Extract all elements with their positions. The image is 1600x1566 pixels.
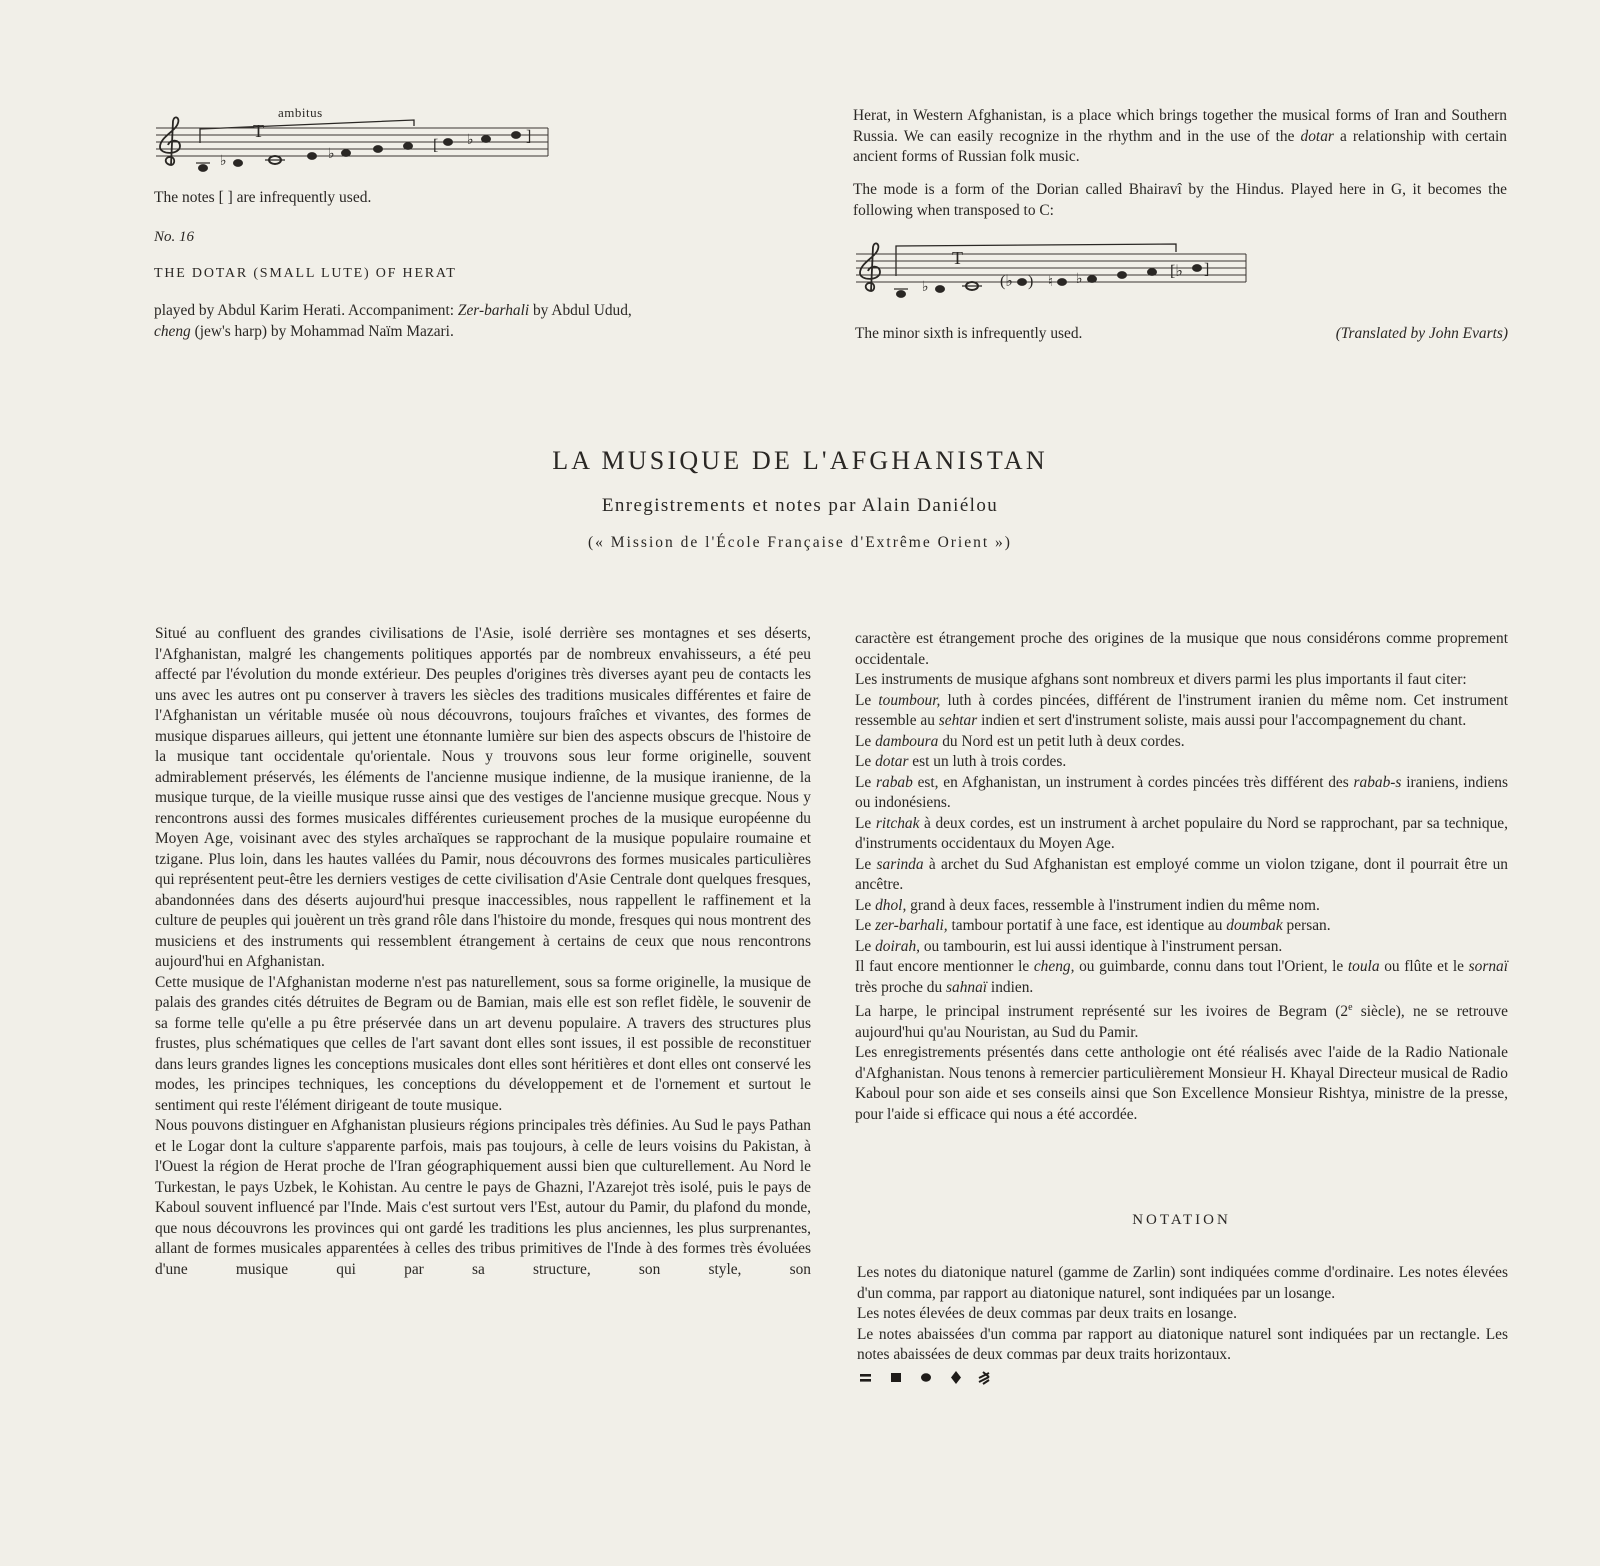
instrument-entry: Le sarinda à archet du Sud Afghanistan est employé comme un violon tzigane, dont il pourrait être un ancêtre. <box>855 855 1508 893</box>
svg-text:♭: ♭ <box>922 279 929 295</box>
herat-paragraph: Herat, in Western Afghanistan, is a place which brings together the musical forms of Iran and Southern Russia. We can easily recognize in the rhythm and in the use of the dotar a relationship with certain ancient forms of Russian folk music. <box>853 107 1507 165</box>
svg-text:♭: ♭ <box>220 153 227 169</box>
instrument-entry: Le dotar est un luth à trois cordes. <box>855 753 1067 770</box>
track-number: No. 16 <box>154 229 195 245</box>
minor-sixth-caption: The minor sixth is infrequently used. <box>855 325 1083 342</box>
instrument-entry: Le ritchak à deux cordes, est un instrument à archet populaire du Nord se rapprochant, par sa technique, d'instruments occidentaux du Moyen Age. <box>855 814 1508 852</box>
instrument-name: cheng <box>154 322 191 340</box>
paragraph: Les instruments de musique afghans sont nombreux et divers parmi les plus importants il faut citer: <box>855 671 1467 688</box>
page-subtitle: Enregistrements et notes par Alain Daniélou <box>601 495 999 516</box>
instrument-entry: Le zer-barhali, tambour portatif à une face, est identique au doumbak persan. <box>855 917 1331 934</box>
mode-staff <box>850 236 1250 312</box>
paragraph: La harpe, le principal instrument représenté sur les ivoires de Begram (2e siècle), ne se retrouve aujourd'hui qu'au Nouristan, au Sud du Pamir. <box>855 1002 1508 1041</box>
diamond-note-symbol <box>951 1371 961 1384</box>
notes-caption: The notes [ ] are infrequently used. <box>154 189 372 206</box>
instrument-entry: Le rabab est, en Afghanistan, un instrument à cordes pincées très différent des rabab-s iraniens, indiens ou indonésiens. <box>855 773 1508 811</box>
instrument-entry: Il faut encore mentionner le cheng, ou guimbarde, connu dans tout l'Orient, le toula ou flûte et le sornaï très proche du sahnaï indien. <box>855 958 1508 996</box>
track-title: THE DOTAR (SMALL LUTE) OF HERAT <box>154 266 457 281</box>
svg-text:]: ] <box>526 128 532 145</box>
left-column <box>155 624 811 1280</box>
ambitus-staff-1 <box>150 103 570 185</box>
svg-text:[: [ <box>433 137 439 154</box>
instrument-entry: Le doirah, ou tambourin, est lui aussi identique à l'instrument persan. <box>855 937 1283 955</box>
paragraph: Situé au confluent des grandes civilisations de l'Asie, isolé derrière ses montagnes et ses déserts, l'Afghanistan, malgré les changements politiques apportés par de nombreux envahisseurs, a été peu affecté par l'évolution du monde extérieur. Des peuples d'origines très diverses ayant peu de contacts les uns avec les autres ont pu conserver à travers les siècles des traditions musicales différentes et faire de l'Afghanistan un véritable musée où nous découvrons, toujours fraîches et vivantes, des formes de musique disparues ailleurs, qui jettent une étonnante lumière sur bien des aspects obscurs de l'histoire de la musique tant occidentale qu'orientale. Nous y trouvons sous leur forme originelle, souvent admirablement préservés, les éléments de l'ancienne musique indienne, de la musique iranienne, de la musique turque, de la vieille musique russe ainsi que des vestiges de l'ancienne musique grecque. Nous y rencontrons aussi des formes musicales différentes curieusement proches de la musique européenne du Moyen Age, voisinant avec des styles archaïques se rapprochant de la musique populaire roumaine et tzigane. Plus loin, dans les hautes vallées du Pamir, nous découvrons des formes musicales particulières qui représentent peut-être les derniers vestiges de cette civilisation d'Asie Centrale dont quelques fresques, abandonnées dans des déserts aujourd'hui presque inaccessibles, nous rappellent le raffinement et la culture de peuples qui jouèrent un très grand rôle dans l'histoire du monde, fresques qui nous montrent des musiciens et des instruments qui ressemblent étrangement à certains de ceux que nous rencontrons aujourd'hui en Afghanistan. <box>155 625 811 970</box>
filled-note-symbol <box>921 1373 931 1381</box>
notation-heading: NOTATION <box>1132 1212 1231 1228</box>
rectangle-note-symbol <box>891 1373 901 1382</box>
instrument-name: dotar <box>1300 127 1334 145</box>
mission-line: (« Mission de l'École Française d'Extrême Orient ») <box>588 534 1012 551</box>
instrument-entry: Le dhol, grand à deux faces, ressemble à l'instrument indien du même nom. <box>855 896 1320 914</box>
performers-text: played by Abdul Karim Herati. Accompaniment: Zer-barhali by Abdul Udud, cheng (jew's harp) by Mohammad Naïm Mazari. <box>154 302 632 340</box>
svg-text:♮: ♮ <box>1048 274 1054 290</box>
svg-text:T: T <box>253 121 264 141</box>
instrument-entry: Le toumbour, luth à cordes pincées, différent de l'instrument iranien du même nom. Cet instrument ressemble au sehtar indien et sert d'instrument soliste, mais aussi pour l'accompagnement du chant. <box>855 691 1508 729</box>
mode-paragraph: The mode is a form of the Dorian called Bhairavî by the Hindus. Played here in G, it becomes the following when transposed to C: <box>853 181 1507 219</box>
svg-text:(♭: (♭ <box>1000 273 1013 290</box>
paragraph: caractère est étrangement proche des origines de la musique que nous considérons comme proprement occidentale. <box>855 630 1508 668</box>
svg-text:[♭: [♭ <box>1170 263 1183 280</box>
right-column <box>855 629 1508 1125</box>
instrument-name: Zer-barhali <box>457 302 530 319</box>
paragraph: Le notes abaissées d'un comma par rapport au diatonique naturel sont indiquées par un rectangle. Les notes abaissées de deux commas par deux traits horizontaux. <box>857 1325 1508 1363</box>
svg-text:]: ] <box>1204 261 1210 278</box>
paragraph: Les notes du diatonique naturel (gamme de Zarlin) sont indiquées comme d'ordinaire. Les notes élevées d'un comma, par rapport au diatonique naturel, sont indiquées par un losange. <box>857 1264 1508 1302</box>
svg-text:♭: ♭ <box>1076 271 1083 287</box>
svg-text:): ) <box>1028 273 1034 290</box>
ambitus-label: ambitus <box>278 105 323 120</box>
svg-text:♭: ♭ <box>328 146 335 162</box>
paragraph: Cette musique de l'Afghanistan moderne n'est pas naturellement, sous sa forme originelle, la musique de palais des grandes cités détruites de Begram ou de Bamian, mais elle est son reflet fidèle, le souvenir de sa forme telle qu'elle a pu être préservée dans un art devenu populaire. A travers des structures plus frustes, plus schématiques que celles de l'art savant dont elles sont issues, il est possible de reconstituer dans leurs grandes lignes les conceptions musicales dont elles sont héritières et dont elles ont conservé les modes, les principes techniques, les conceptions du développement et de l'ornement et surtout le sentiment qui reste l'élément dirigeant de toute musique. <box>155 973 811 1114</box>
svg-text:♭: ♭ <box>467 132 474 148</box>
svg-text:T: T <box>952 248 963 268</box>
translator-credit: (Translated by John Evarts) <box>1335 325 1508 342</box>
page-title: LA MUSIQUE DE L'AFGHANISTAN <box>552 446 1048 475</box>
instrument-entry: Le damboura du Nord est un petit luth à deux cordes. <box>855 732 1185 750</box>
notation-symbols <box>858 1368 998 1388</box>
notation-section <box>857 1263 1508 1366</box>
paragraph: Les notes élevées de deux commas par deux traits en losange. <box>857 1305 1237 1322</box>
paragraph: Les enregistrements présentés dans cette anthologie ont été réalisés avec l'aide de la Radio Nationale d'Afghanistan. Nous tenons à remercier particulièrement Monsieur H. Khayal Directeur musical de Radio Kaboul pour son aide et ses conseils ainsi que Son Excellence Monsieur Rishtya, ministre de la presse, pour l'aide si efficace qui nous a été accordée. <box>855 1044 1508 1123</box>
paragraph: Nous pouvons distinguer en Afghanistan plusieurs régions principales très définies. Au Sud le pays Pathan et le Logar dont la culture s'apparente parfois, mais pas toujours, à celle de leurs voisins du Pakistan, à l'Ouest la région de Herat proche de l'Iran géographiquement aussi bien que culturellement. Au Nord le Turkestan, le pays Uzbek, le Kohistan. Au centre le pays de Ghazni, l'Azarejot très isolé, puis le pays de Kaboul souvent influencé par l'Inde. Mais c'est surtout vers l'Est, autour du Pamir, du plafond du monde, que nous découvrons les provinces qui ont gardé les traditions les plus anciennes, les plus surprenantes, allant de formes musicales apparentées à celles des tribus primitives de l'Inde à des formes très évoluées d'une musique qui par sa structure, son style, son <box>155 1117 811 1278</box>
double-diamond-note-symbol <box>979 1372 989 1384</box>
double-bar-symbol <box>860 1374 871 1377</box>
